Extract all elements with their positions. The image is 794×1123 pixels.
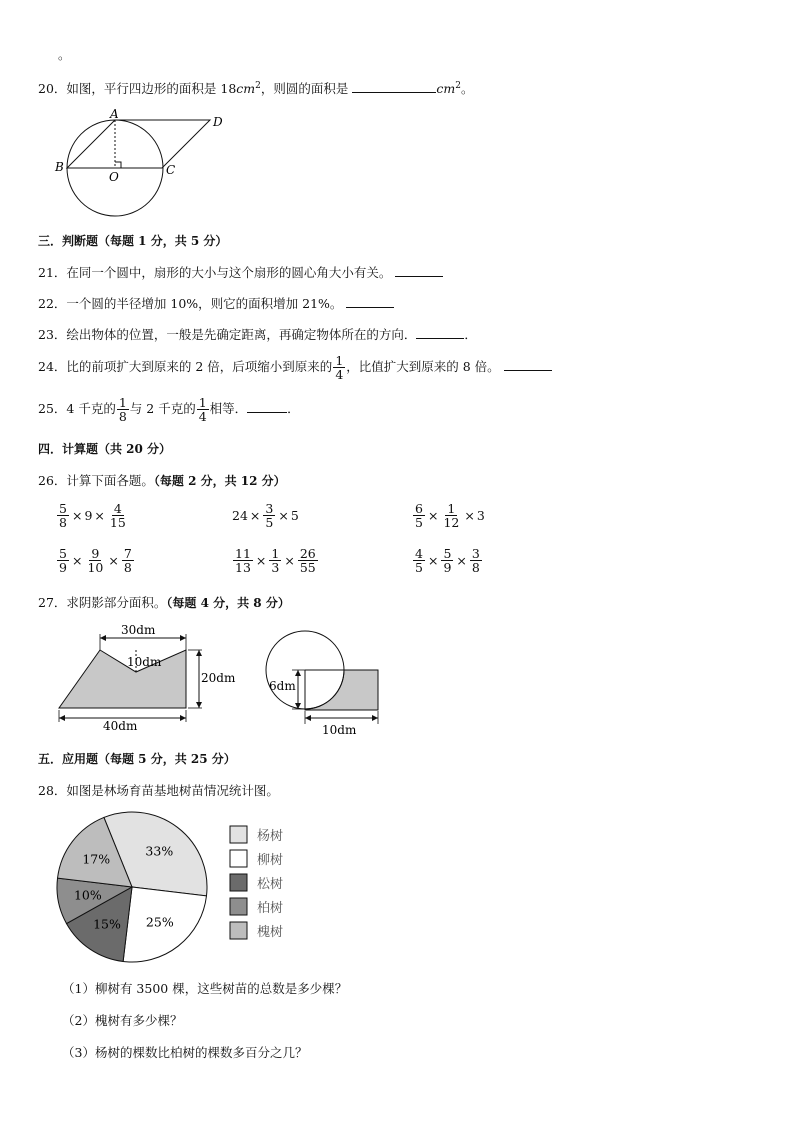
den: 8 bbox=[123, 560, 132, 575]
frac bbox=[122, 547, 134, 574]
frac bbox=[470, 547, 482, 574]
label-d: D bbox=[213, 115, 223, 129]
num-value: 5 bbox=[290, 508, 299, 523]
frac bbox=[269, 547, 281, 574]
legend-label-2: 柳树 bbox=[257, 853, 284, 868]
times: × bbox=[278, 508, 289, 523]
q25-f2-num: 1 bbox=[198, 395, 207, 410]
q20-answer-blank[interactable] bbox=[352, 80, 436, 93]
frac bbox=[57, 547, 69, 574]
fig1-right-label: 20dm bbox=[201, 671, 236, 685]
num-value: 24 bbox=[232, 508, 248, 523]
num: 3 bbox=[265, 501, 274, 516]
q25-answer-blank[interactable] bbox=[247, 400, 287, 413]
num: 9 bbox=[91, 546, 100, 561]
q22-answer-blank[interactable] bbox=[346, 295, 394, 308]
expr-1 bbox=[56, 502, 129, 529]
q28-sub-1: （1）柳树有 3500 棵，这些树苗的总数是多少棵？ bbox=[62, 981, 348, 996]
fig1-bottom-label: 40dm bbox=[103, 719, 138, 733]
num: 3 bbox=[471, 546, 480, 561]
legend-swatch-5 bbox=[230, 922, 247, 939]
times: × bbox=[464, 508, 475, 523]
fig1-top-label: 30dm bbox=[121, 623, 156, 637]
q25-text-a: 25．4 千克的 bbox=[38, 401, 116, 416]
den: 8 bbox=[59, 515, 67, 530]
num-value: 9 bbox=[84, 508, 93, 523]
num: 5 bbox=[59, 546, 67, 561]
q24-text-a: 24．比的前项扩大到原来的 2 倍，后项缩小到原来的 bbox=[38, 359, 333, 374]
den: 12 bbox=[443, 515, 460, 530]
frac bbox=[233, 547, 253, 574]
frac bbox=[85, 547, 105, 574]
label-a: A bbox=[110, 107, 119, 121]
q24-frac-den: 4 bbox=[335, 367, 344, 382]
den: 55 bbox=[299, 560, 316, 575]
q25-text-c: 相等． bbox=[209, 401, 248, 416]
frac bbox=[413, 502, 425, 529]
pie-slice-label-2: 25% bbox=[145, 914, 174, 930]
times: × bbox=[71, 553, 83, 568]
section-5-title: 五．应用题（每题 5 分，共 25 分） bbox=[38, 752, 236, 766]
q25-fraction-1 bbox=[117, 396, 129, 423]
q21-answer-blank[interactable] bbox=[395, 264, 443, 277]
question-21 bbox=[38, 264, 443, 282]
num: 1 bbox=[271, 546, 280, 561]
q21-text: 21．在同一个圆中，扇形的大小与这个扇形的圆心角大小有关。 bbox=[38, 265, 392, 280]
den: 15 bbox=[109, 515, 126, 530]
q27-note: （每题 4 分，共 8 分） bbox=[166, 596, 290, 610]
question-22 bbox=[38, 295, 394, 313]
q24-text-b: ，比值扩大到原来的 8 倍。 bbox=[346, 359, 500, 374]
legend-label-4: 柏树 bbox=[257, 901, 284, 916]
pie-slice-label-1: 33% bbox=[145, 843, 174, 859]
times: × bbox=[94, 508, 105, 523]
den: 5 bbox=[265, 515, 274, 530]
frac bbox=[413, 547, 425, 574]
q26-text: 26．计算下面各题。 bbox=[38, 473, 154, 488]
num: 7 bbox=[123, 546, 132, 561]
times: × bbox=[71, 508, 83, 523]
q25-text-b: 与 2 千克的 bbox=[129, 401, 196, 416]
label-c: C bbox=[166, 163, 176, 177]
legend-swatch-1 bbox=[230, 826, 247, 843]
label-b: B bbox=[55, 160, 64, 174]
num: 1 bbox=[447, 501, 456, 516]
fig1-mid-label: 10dm bbox=[127, 655, 162, 669]
den: 10 bbox=[87, 560, 104, 575]
shaded-figure-2 bbox=[260, 624, 390, 740]
q20-text-b: ，则圆的面积是 bbox=[260, 81, 353, 97]
pie-slice-label-3: 15% bbox=[93, 916, 121, 932]
q25-fraction-2 bbox=[197, 396, 209, 423]
expr-2 bbox=[232, 502, 299, 529]
den: 3 bbox=[271, 560, 280, 575]
times: × bbox=[427, 553, 439, 568]
question-24 bbox=[38, 354, 552, 381]
section-4-title: 四．计算题（共 20 分） bbox=[38, 442, 172, 456]
num: 11 bbox=[235, 546, 251, 561]
legend-swatch-3 bbox=[230, 874, 247, 891]
pie-chart bbox=[50, 808, 310, 970]
frac bbox=[57, 502, 69, 529]
q20-sup-b: 2 bbox=[455, 81, 461, 91]
question-27 bbox=[38, 594, 290, 612]
num: 4 bbox=[113, 501, 122, 516]
shaded-figure-1 bbox=[50, 620, 250, 738]
q20-text-a: 20．如图，平行四边形的面积是 18 bbox=[38, 81, 237, 97]
expr-6 bbox=[412, 547, 483, 574]
q23-tail: ． bbox=[464, 327, 477, 342]
frac bbox=[441, 502, 461, 529]
pie-slice-label-4: 10% bbox=[73, 887, 102, 903]
q23-text: 23．绘出物体的位置，一般是先确定距离，再确定物体所在的方向． bbox=[38, 327, 417, 342]
question-25 bbox=[38, 396, 300, 423]
fig2-left-label: 6dm bbox=[269, 679, 296, 693]
frac bbox=[108, 502, 128, 529]
q25-f2-den: 4 bbox=[198, 409, 207, 424]
den: 5 bbox=[415, 515, 423, 530]
q24-fraction bbox=[333, 354, 345, 381]
frac bbox=[298, 547, 318, 574]
q23-answer-blank[interactable] bbox=[416, 326, 464, 339]
question-28: 28．如图是林场育苗基地树苗情况统计图。 bbox=[38, 783, 279, 798]
q26-note: （每题 2 分，共 12 分） bbox=[153, 474, 286, 488]
expr-5 bbox=[232, 547, 319, 574]
times: × bbox=[284, 553, 295, 568]
q25-f1-den: 8 bbox=[118, 409, 127, 424]
q20-unit-a: cm bbox=[236, 81, 256, 97]
q28-sub-2: （2）槐树有多少棵？ bbox=[62, 1013, 183, 1028]
num: 4 bbox=[415, 546, 423, 561]
q20-tail: 。 bbox=[460, 81, 474, 97]
parallelogram-circle-figure bbox=[50, 106, 240, 222]
q20-unit-b: cm bbox=[436, 81, 456, 97]
den: 13 bbox=[235, 560, 251, 575]
q20-sup-a: 2 bbox=[255, 81, 261, 91]
den: 8 bbox=[471, 560, 480, 575]
q25-f1-num: 1 bbox=[118, 395, 127, 410]
num: 26 bbox=[299, 546, 316, 561]
frac bbox=[441, 547, 453, 574]
times: × bbox=[456, 553, 467, 568]
legend-label-1: 杨树 bbox=[257, 829, 284, 844]
frac bbox=[263, 502, 275, 529]
question-23 bbox=[38, 326, 477, 344]
den: 9 bbox=[443, 560, 452, 575]
question-20 bbox=[38, 77, 473, 98]
num: 5 bbox=[443, 546, 452, 561]
legend-label-3: 松树 bbox=[257, 877, 284, 892]
expr-4 bbox=[56, 547, 135, 574]
q24-frac-num: 1 bbox=[335, 353, 344, 368]
times: × bbox=[255, 553, 267, 568]
section-3-title: 三．判断题（每题 1 分，共 5 分） bbox=[38, 234, 228, 248]
num: 6 bbox=[415, 501, 423, 516]
legend-label-5: 槐树 bbox=[257, 925, 284, 940]
fig2-bottom-label: 10dm bbox=[322, 723, 357, 737]
q24-answer-blank[interactable] bbox=[504, 358, 552, 371]
question-26 bbox=[38, 472, 286, 490]
expr-3 bbox=[412, 502, 485, 529]
num: 5 bbox=[59, 501, 67, 516]
times: × bbox=[108, 553, 119, 568]
legend-swatch-2 bbox=[230, 850, 247, 867]
q22-text: 22．一个圆的半径增加 10%，则它的面积增加 21%。 bbox=[38, 296, 343, 311]
num-value: 3 bbox=[476, 508, 485, 523]
times: × bbox=[427, 508, 439, 523]
den: 9 bbox=[59, 560, 67, 575]
q28-sub-3: （3）杨树的棵数比柏树的棵数多百分之几？ bbox=[62, 1045, 308, 1060]
legend-swatch-4 bbox=[230, 898, 247, 915]
q27-text: 27．求阴影部分面积。 bbox=[38, 595, 167, 610]
top-mark: 。 bbox=[58, 47, 71, 62]
q25-tail: ． bbox=[287, 401, 300, 416]
den: 5 bbox=[415, 560, 423, 575]
label-o: O bbox=[109, 170, 119, 184]
times: × bbox=[249, 508, 261, 523]
pie-slice-label-5: 17% bbox=[82, 851, 111, 867]
